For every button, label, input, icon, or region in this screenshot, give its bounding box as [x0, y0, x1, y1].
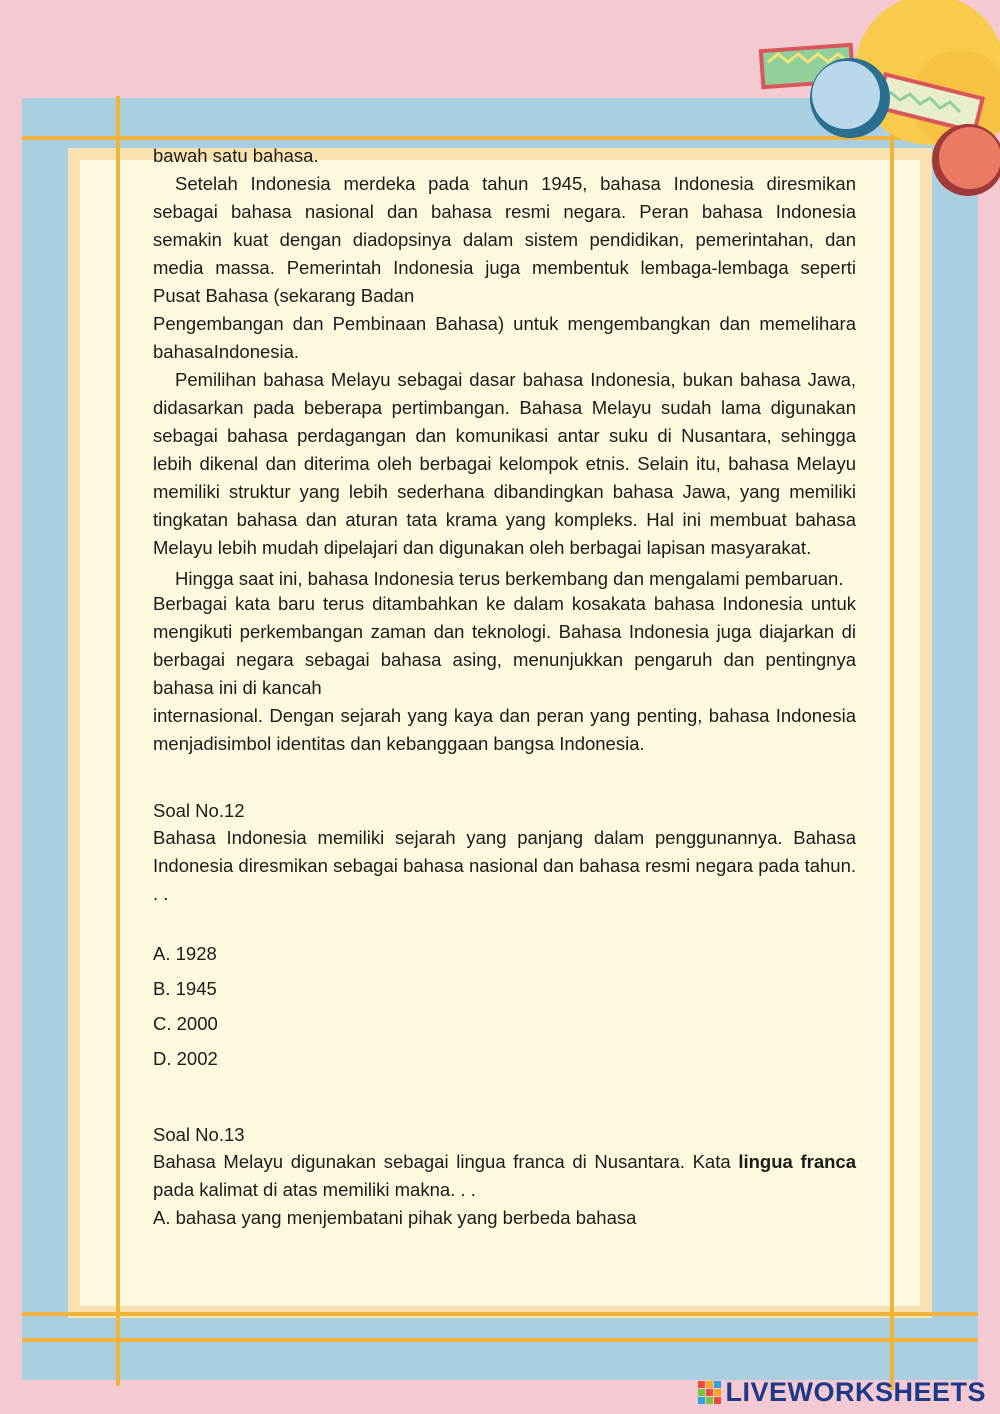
gold-line-left	[116, 96, 120, 1386]
logo-grid-icon	[698, 1381, 721, 1404]
paragraph-independence: Setelah Indonesia merdeka pada tahun 1945, bahasa Indonesia diresmikan sebagai bahasa nasional dan bahasa resmi negara. Peran bahasa Indonesia semakin kuat dengan diadopsinya dalam sistem pendidikan, pemerintahan, dan media massa. Pemerintah Indonesia juga membentuk lembaga-lembaga seperti Pusat Bahasa (sekarang Badan	[153, 173, 856, 306]
gold-line-bottom-2	[22, 1338, 978, 1342]
question-12-label: Soal No.12	[153, 800, 245, 821]
paragraph-melayu: Pemilihan bahasa Melayu sebagai dasar bahasa Indonesia, bukan bahasa Jawa, didasarkan pada beberapa pertimbangan. Bahasa Melayu sudah lama digunakan sebagai bahasa perdagangan dan komunikasi antar suku di Nusantara, sehingga lebih dikenal dan diterima oleh berbagai kelompok etnis. Selain itu, bahasa Melayu memiliki struktur yang lebih sederhana dibandingkan bahasa Jawa, yang memiliki tingkatan bahasa dan aturan tata krama yang kompleks. Hal ini membuat bahasa Melayu lebih mudah dipelajari dan digunakan oleh berbagai lapisan masyarakat.	[153, 369, 856, 558]
q13-option-a[interactable]: A. bahasa yang menjembatani pihak yang berbeda bahasa	[153, 1207, 637, 1228]
liveworksheets-logo[interactable]	[698, 1377, 986, 1408]
q13-text-before: Bahasa Melayu digunakan sebagai lingua franca di Nusantara. Kata	[153, 1151, 739, 1172]
gold-line-bottom	[22, 1312, 978, 1316]
q12-option-c[interactable]: C. 2000	[153, 1013, 218, 1034]
paragraph-development: Hingga saat ini, bahasa Indonesia terus berkembang dan mengalami pembaruan.	[175, 568, 844, 589]
q13-text-after: pada kalimat di atas memiliki makna. . .	[153, 1179, 476, 1200]
paragraph-development-end: internasional. Dengan sejarah yang kaya dan peran yang penting, bahasa Indonesia menjadisimbol identitas dan kebanggaan bangsa Indonesia.	[153, 705, 856, 754]
q12-option-a[interactable]: A. 1928	[153, 943, 217, 964]
q12-option-b[interactable]: B. 1945	[153, 978, 217, 999]
q12-option-d[interactable]: D. 2002	[153, 1048, 218, 1069]
paragraph-fragment: bawah satu bahasa.	[153, 145, 319, 166]
q13-text-bold: lingua franca	[738, 1151, 856, 1172]
paragraph-development-cont: Berbagai kata baru terus ditambahkan ke dalam kosakata bahasa Indonesia untuk mengikuti perkembangan zaman dan teknologi. Bahasa Indonesia juga diajarkan di berbagai negara sebagai bahasa asing, menunjukkan pengaruh dan pentingnya bahasa ini di kancah	[153, 593, 856, 698]
question-13-label: Soal No.13	[153, 1124, 245, 1145]
question-13-text	[153, 1148, 856, 1204]
gold-line-right	[890, 120, 894, 1390]
document-content	[153, 142, 856, 1232]
paragraph-independence-cont: Pengembangan dan Pembinaan Bahasa) untuk mengembangkan dan memelihara bahasaIndonesia.	[153, 313, 856, 362]
logo-text: LIVEWORKSHEETS	[725, 1377, 986, 1407]
question-12-text: Bahasa Indonesia memiliki sejarah yang panjang dalam penggunannya. Bahasa Indonesia diresmikan sebagai bahasa nasional dan bahasa resmi negara pada tahun. . .	[153, 827, 856, 904]
